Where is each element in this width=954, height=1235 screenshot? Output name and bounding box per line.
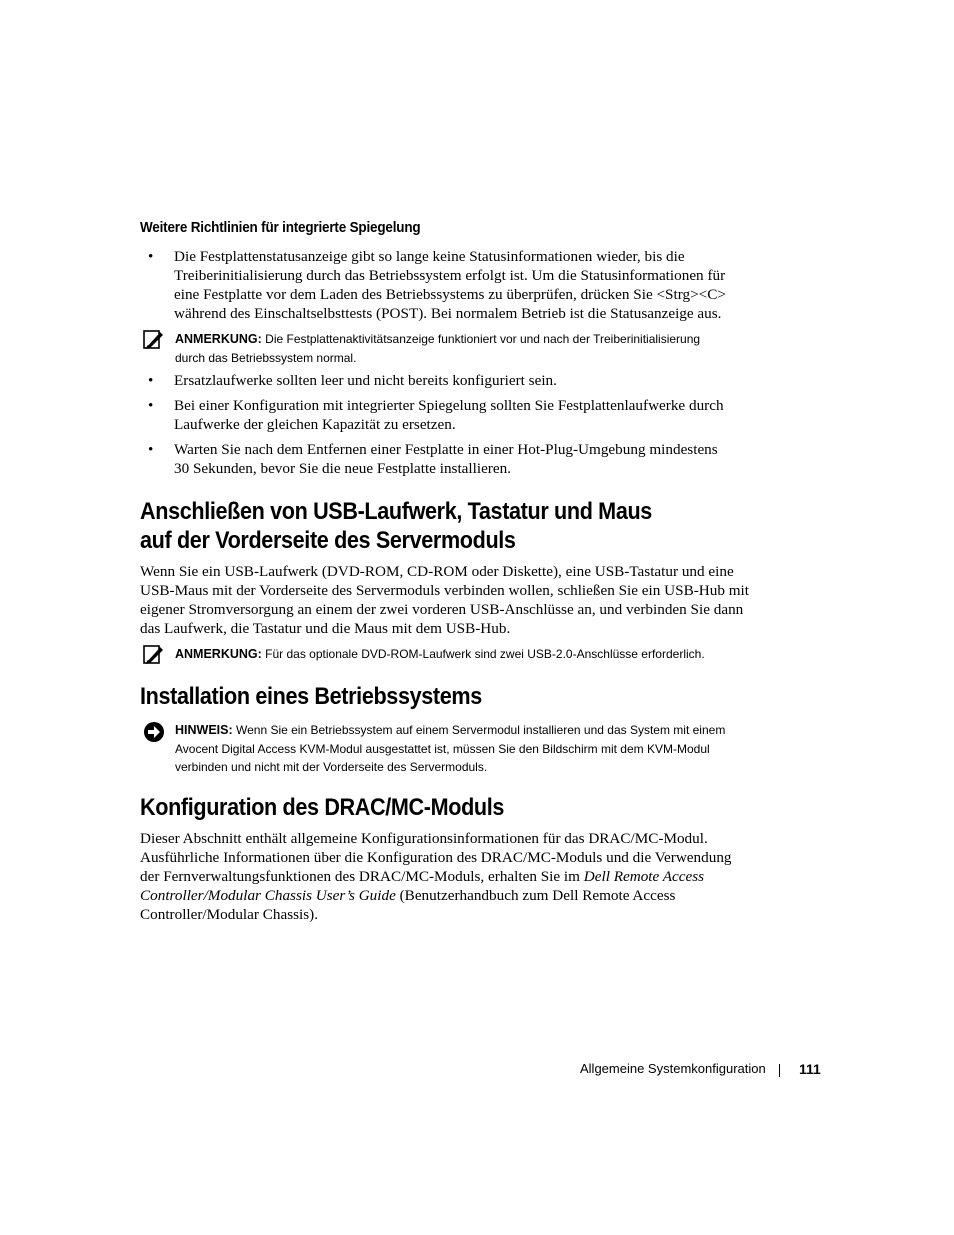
notice-block bbox=[140, 721, 760, 777]
note-text: ANMERKUNG: Die Festplattenaktivitätsanzeige funktioniert vor und nach der Treiberinitialisierung durch das Betriebssystem normal. bbox=[175, 332, 701, 365]
section-heading: Anschließen von USB-Laufwerk, Tastatur und Maus auf der Vorderseite des Servermoduls bbox=[140, 498, 652, 554]
bullet-symbol: • bbox=[148, 441, 154, 458]
bullet-symbol: • bbox=[148, 397, 154, 414]
list-item-text: Warten Sie nach dem Entfernen einer Festplatte in einer Hot-Plug-Umgebung mindestens 30 Sekunden, bevor Sie die neue Festplatte installieren. bbox=[174, 441, 718, 477]
footer-divider bbox=[779, 1064, 780, 1077]
note-text: ANMERKUNG: Für das optionale DVD-ROM-Laufwerk sind zwei USB-2.0-Anschlüsse erforderlich. bbox=[175, 647, 705, 661]
list-item-text: Die Festplattenstatusanzeige gibt so lange keine Statusinformationen wieder, bis die Treiberinitialisierung durch das Betriebssystem erfolgt ist. Um die Statusinformationen für eine Festplatte vor dem Laden des Betriebssystems zu überprüfen, drücken Sie <Strg><C> während des Einschaltselbsttests (POST). Bei normalem Betrieb ist die Statusanzeige aus. bbox=[174, 248, 726, 322]
note-block bbox=[140, 645, 760, 664]
list-item-text: Ersatzlaufwerke sollten leer und nicht bereits konfiguriert sein. bbox=[174, 372, 557, 389]
note-label: ANMERKUNG: bbox=[175, 332, 262, 346]
list-item bbox=[140, 371, 760, 390]
list-item bbox=[140, 440, 760, 478]
section-heading: Konfiguration des DRAC/MC-Moduls bbox=[140, 794, 505, 821]
note-pencil-icon bbox=[143, 645, 165, 665]
page-number: 111 bbox=[799, 1061, 821, 1077]
list-item bbox=[140, 247, 760, 323]
bullet-symbol: • bbox=[148, 372, 154, 389]
section-paragraph: Dieser Abschnitt enthält allgemeine Konfigurationsinformationen für das DRAC/MC-Modul. Ausführliche Informationen über die Konfiguration des DRAC/MC-Moduls und die Verwendung der Fernverwaltungsfunktionen des DRAC/MC-Moduls, erhalten Sie im Dell Remote Access Controller/Modular Chassis User’s Guide (Benutzerhandbuch zum Dell Remote Access Controller/Modular Chassis). bbox=[140, 830, 732, 923]
note-pencil-icon bbox=[143, 330, 165, 350]
notice-arrow-icon bbox=[143, 721, 165, 741]
notice-label: HINWEIS: bbox=[175, 723, 233, 737]
bullet-symbol: • bbox=[148, 248, 154, 265]
section-heading: Installation eines Betriebssystems bbox=[140, 683, 482, 710]
section-paragraph: Wenn Sie ein USB-Laufwerk (DVD-ROM, CD-ROM oder Diskette), eine USB-Tastatur und eine USB-Maus mit der Vorderseite des Servermoduls verbinden wollen, schließen Sie ein USB-Hub mit eigener Stromversorgung an einem der zwei vorderen USB-Anschlüsse an, und verbinden Sie dann das Laufwerk, die Tastatur und die Maus mit dem USB-Hub. bbox=[140, 563, 749, 637]
note-label: ANMERKUNG: bbox=[175, 647, 262, 661]
notice-text: HINWEIS: Wenn Sie ein Betriebssystem auf einem Servermodul installieren und das System mit einem Avocent Digital Access KVM-Modul ausgestattet ist, müssen Sie den Bildschirm mit dem KVM-Modul verbinden und nicht mit der Vorderseite des Servermoduls. bbox=[175, 723, 726, 774]
footer-chapter-title: Allgemeine Systemkonfiguration bbox=[580, 1061, 766, 1076]
note-block bbox=[140, 330, 760, 367]
list-item bbox=[140, 396, 760, 434]
list-item-text: Bei einer Konfiguration mit integrierter Spiegelung sollten Sie Festplattenlaufwerke durch Laufwerke der gleichen Kapazität zu ersetzen. bbox=[174, 397, 724, 433]
subsection-heading: Weitere Richtlinien für integrierte Spiegelung bbox=[140, 220, 421, 236]
